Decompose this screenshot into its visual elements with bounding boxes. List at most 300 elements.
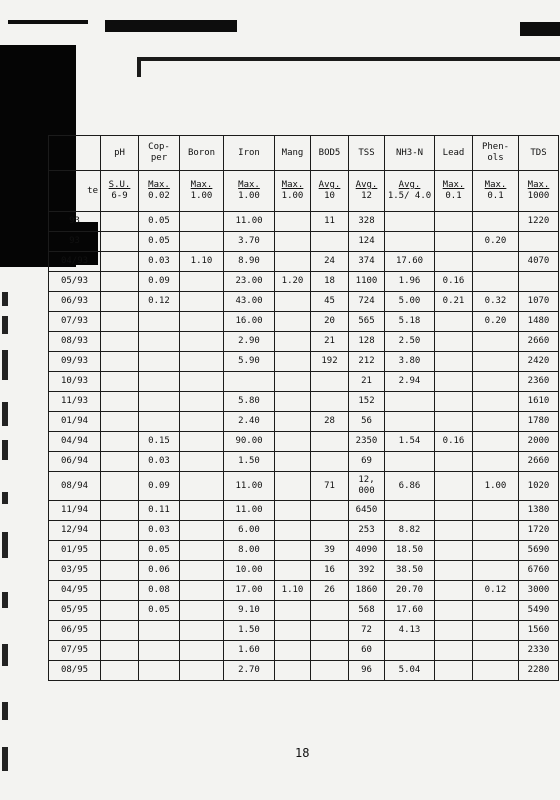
- value-cell: [385, 212, 435, 232]
- header-copper: Cop- per: [139, 136, 180, 171]
- value-cell: 374: [349, 252, 385, 272]
- value-cell: [311, 661, 349, 681]
- value-cell: 5.80: [224, 392, 275, 412]
- value-cell: [435, 521, 473, 541]
- table-row: [49, 601, 559, 621]
- date-cell: 04/95: [49, 581, 101, 601]
- date-cell: 08/94: [49, 472, 101, 501]
- value-cell: 0.05: [139, 601, 180, 621]
- value-cell: 565: [349, 312, 385, 332]
- value-cell: [435, 452, 473, 472]
- value-cell: 0.16: [435, 432, 473, 452]
- value-cell: [311, 521, 349, 541]
- value-cell: 192: [311, 352, 349, 372]
- value-cell: [435, 392, 473, 412]
- table-row: [49, 392, 559, 412]
- value-cell: 90.00: [224, 432, 275, 452]
- value-cell: [139, 332, 180, 352]
- header-bracket: [137, 57, 560, 77]
- value-cell: [473, 561, 519, 581]
- value-cell: 5490: [519, 601, 559, 621]
- value-cell: [275, 212, 311, 232]
- value-cell: 16: [311, 561, 349, 581]
- header-ph: pH: [101, 136, 139, 171]
- value-cell: [139, 352, 180, 372]
- value-cell: [180, 472, 224, 501]
- value-cell: 1.50: [224, 452, 275, 472]
- value-cell: [101, 372, 139, 392]
- value-cell: 18: [311, 272, 349, 292]
- value-cell: 0.20: [473, 232, 519, 252]
- value-cell: [180, 521, 224, 541]
- value-cell: [275, 621, 311, 641]
- table-row: [49, 521, 559, 541]
- date-cell: 10/93: [49, 372, 101, 392]
- value-cell: [180, 561, 224, 581]
- table-row: [49, 661, 559, 681]
- value-cell: 11.00: [224, 501, 275, 521]
- value-cell: 17.60: [385, 252, 435, 272]
- value-cell: 4070: [519, 252, 559, 272]
- value-cell: 17.00: [224, 581, 275, 601]
- value-cell: [435, 641, 473, 661]
- value-cell: 2000: [519, 432, 559, 452]
- value-cell: [139, 412, 180, 432]
- value-cell: 5.90: [224, 352, 275, 372]
- value-cell: [311, 452, 349, 472]
- value-cell: [101, 392, 139, 412]
- date-cell: 93: [49, 212, 101, 232]
- value-cell: [101, 272, 139, 292]
- value-cell: 1610: [519, 392, 559, 412]
- value-cell: 0.12: [139, 292, 180, 312]
- value-cell: 0.09: [139, 272, 180, 292]
- limit-bod: Avg. 10: [311, 171, 349, 212]
- value-cell: [101, 472, 139, 501]
- value-cell: [435, 232, 473, 252]
- monitoring-data-table: [48, 135, 559, 681]
- value-cell: 17.60: [385, 601, 435, 621]
- value-cell: 1220: [519, 212, 559, 232]
- value-cell: 6.00: [224, 521, 275, 541]
- value-cell: 328: [349, 212, 385, 232]
- table-row: [49, 352, 559, 372]
- value-cell: 1780: [519, 412, 559, 432]
- header-iron: Iron: [224, 136, 275, 171]
- value-cell: [180, 232, 224, 252]
- value-cell: [311, 641, 349, 661]
- value-cell: [435, 661, 473, 681]
- value-cell: [435, 621, 473, 641]
- value-cell: [139, 312, 180, 332]
- value-cell: 21: [311, 332, 349, 352]
- value-cell: 124: [349, 232, 385, 252]
- value-cell: [101, 352, 139, 372]
- value-cell: 568: [349, 601, 385, 621]
- date-cell: 01/94: [49, 412, 101, 432]
- value-cell: 3.80: [385, 352, 435, 372]
- value-cell: [101, 432, 139, 452]
- value-cell: 1480: [519, 312, 559, 332]
- header-lead: Lead: [435, 136, 473, 171]
- date-cell: 11/93: [49, 392, 101, 412]
- value-cell: [101, 452, 139, 472]
- limit-nh3n: Avg. 1.5/ 4.0: [385, 171, 435, 212]
- value-cell: [101, 252, 139, 272]
- value-cell: [101, 581, 139, 601]
- value-cell: 128: [349, 332, 385, 352]
- value-cell: [224, 372, 275, 392]
- value-cell: 8.82: [385, 521, 435, 541]
- date-cell: 93: [49, 232, 101, 252]
- value-cell: [311, 501, 349, 521]
- date-cell: 12/94: [49, 521, 101, 541]
- value-cell: [473, 392, 519, 412]
- value-cell: 0.15: [139, 432, 180, 452]
- value-cell: 2.70: [224, 661, 275, 681]
- value-cell: 43.00: [224, 292, 275, 312]
- value-cell: 26: [311, 581, 349, 601]
- value-cell: [275, 501, 311, 521]
- value-cell: [180, 212, 224, 232]
- value-cell: 18.50: [385, 541, 435, 561]
- value-cell: 3.70: [224, 232, 275, 252]
- value-cell: 253: [349, 521, 385, 541]
- value-cell: 9.10: [224, 601, 275, 621]
- value-cell: [101, 661, 139, 681]
- header-blank: [49, 136, 101, 171]
- value-cell: 0.20: [473, 312, 519, 332]
- value-cell: [101, 521, 139, 541]
- table-row: [49, 561, 559, 581]
- value-cell: 1.10: [275, 581, 311, 601]
- header-row-limits: [49, 171, 559, 212]
- value-cell: [385, 641, 435, 661]
- value-cell: 1020: [519, 472, 559, 501]
- value-cell: 152: [349, 392, 385, 412]
- value-cell: [275, 661, 311, 681]
- value-cell: 3000: [519, 581, 559, 601]
- value-cell: [180, 601, 224, 621]
- value-cell: [180, 292, 224, 312]
- value-cell: 5690: [519, 541, 559, 561]
- value-cell: [435, 372, 473, 392]
- value-cell: [180, 452, 224, 472]
- value-cell: [311, 392, 349, 412]
- value-cell: [275, 232, 311, 252]
- value-cell: 0.05: [139, 541, 180, 561]
- value-cell: 2.90: [224, 332, 275, 352]
- table-row: [49, 292, 559, 312]
- value-cell: [473, 641, 519, 661]
- value-cell: 20: [311, 312, 349, 332]
- page-number: 18: [295, 746, 310, 760]
- value-cell: [385, 501, 435, 521]
- value-cell: [473, 661, 519, 681]
- value-cell: 23.00: [224, 272, 275, 292]
- value-cell: 0.11: [139, 501, 180, 521]
- value-cell: [180, 641, 224, 661]
- value-cell: 2420: [519, 352, 559, 372]
- value-cell: 96: [349, 661, 385, 681]
- date-cell: 07/95: [49, 641, 101, 661]
- value-cell: 16.00: [224, 312, 275, 332]
- value-cell: 28: [311, 412, 349, 432]
- value-cell: [101, 212, 139, 232]
- header-tss: TSS: [349, 136, 385, 171]
- value-cell: [435, 332, 473, 352]
- date-cell: 09/93: [49, 352, 101, 372]
- value-cell: [101, 412, 139, 432]
- value-cell: [473, 621, 519, 641]
- value-cell: [473, 601, 519, 621]
- value-cell: [275, 392, 311, 412]
- table-row: [49, 641, 559, 661]
- value-cell: [101, 332, 139, 352]
- table-row: [49, 332, 559, 352]
- value-cell: [139, 392, 180, 412]
- value-cell: 11.00: [224, 212, 275, 232]
- header-bod: BOD5: [311, 136, 349, 171]
- value-cell: 11: [311, 212, 349, 232]
- value-cell: [311, 232, 349, 252]
- value-cell: [101, 312, 139, 332]
- value-cell: 0.03: [139, 521, 180, 541]
- value-cell: [101, 232, 139, 252]
- value-cell: 0.03: [139, 252, 180, 272]
- value-cell: 4.13: [385, 621, 435, 641]
- value-cell: 5.04: [385, 661, 435, 681]
- value-cell: 1.54: [385, 432, 435, 452]
- value-cell: [275, 541, 311, 561]
- value-cell: 45: [311, 292, 349, 312]
- value-cell: [435, 472, 473, 501]
- value-cell: 2660: [519, 452, 559, 472]
- value-cell: [385, 452, 435, 472]
- value-cell: [473, 521, 519, 541]
- value-cell: 2350: [349, 432, 385, 452]
- top-rule-center: [105, 20, 237, 32]
- header-row-parameters: [49, 136, 559, 171]
- value-cell: 8.00: [224, 541, 275, 561]
- table-row: [49, 232, 559, 252]
- value-cell: [473, 252, 519, 272]
- value-cell: [275, 312, 311, 332]
- value-cell: [180, 392, 224, 412]
- value-cell: 2660: [519, 332, 559, 352]
- value-cell: [435, 561, 473, 581]
- value-cell: [275, 352, 311, 372]
- table-row: [49, 412, 559, 432]
- value-cell: [385, 392, 435, 412]
- value-cell: 0.16: [435, 272, 473, 292]
- value-cell: [473, 452, 519, 472]
- value-cell: [435, 581, 473, 601]
- value-cell: [275, 641, 311, 661]
- value-cell: [180, 541, 224, 561]
- value-cell: [180, 372, 224, 392]
- value-cell: [435, 252, 473, 272]
- table-body: [49, 212, 559, 681]
- value-cell: 6450: [349, 501, 385, 521]
- date-cell: 04/94: [49, 432, 101, 452]
- date-cell: 05/95: [49, 601, 101, 621]
- value-cell: 392: [349, 561, 385, 581]
- value-cell: [139, 372, 180, 392]
- value-cell: 6760: [519, 561, 559, 581]
- value-cell: 0.08: [139, 581, 180, 601]
- top-rule-right: [520, 22, 560, 36]
- value-cell: 20.70: [385, 581, 435, 601]
- value-cell: [275, 452, 311, 472]
- value-cell: 5.00: [385, 292, 435, 312]
- value-cell: [101, 561, 139, 581]
- limit-tss: Avg. 12: [349, 171, 385, 212]
- table-row: [49, 452, 559, 472]
- value-cell: [275, 332, 311, 352]
- value-cell: 0.09: [139, 472, 180, 501]
- value-cell: 1070: [519, 292, 559, 312]
- value-cell: 2.94: [385, 372, 435, 392]
- value-cell: [275, 252, 311, 272]
- value-cell: [435, 352, 473, 372]
- header-date: te: [49, 171, 101, 212]
- date-cell: 01/95: [49, 541, 101, 561]
- value-cell: 2.40: [224, 412, 275, 432]
- table-row: [49, 212, 559, 232]
- table-row: [49, 252, 559, 272]
- value-cell: 11.00: [224, 472, 275, 501]
- value-cell: 1.96: [385, 272, 435, 292]
- value-cell: 71: [311, 472, 349, 501]
- value-cell: [473, 541, 519, 561]
- value-cell: 69: [349, 452, 385, 472]
- header-phenols: Phen- ols: [473, 136, 519, 171]
- value-cell: 24: [311, 252, 349, 272]
- value-cell: [101, 541, 139, 561]
- value-cell: [101, 641, 139, 661]
- value-cell: [473, 272, 519, 292]
- value-cell: [139, 661, 180, 681]
- date-cell: 06/95: [49, 621, 101, 641]
- value-cell: [275, 472, 311, 501]
- value-cell: [101, 601, 139, 621]
- header-boron: Boron: [180, 136, 224, 171]
- value-cell: [435, 312, 473, 332]
- value-cell: [180, 272, 224, 292]
- value-cell: 39: [311, 541, 349, 561]
- value-cell: [435, 541, 473, 561]
- value-cell: 2360: [519, 372, 559, 392]
- value-cell: [311, 372, 349, 392]
- value-cell: 1.00: [473, 472, 519, 501]
- value-cell: [435, 212, 473, 232]
- value-cell: [180, 312, 224, 332]
- value-cell: 1100: [349, 272, 385, 292]
- value-cell: 724: [349, 292, 385, 312]
- table-row: [49, 541, 559, 561]
- value-cell: 2330: [519, 641, 559, 661]
- value-cell: [180, 581, 224, 601]
- table-row: [49, 621, 559, 641]
- value-cell: [473, 372, 519, 392]
- value-cell: 60: [349, 641, 385, 661]
- value-cell: 38.50: [385, 561, 435, 581]
- value-cell: [180, 621, 224, 641]
- date-cell: 05/93: [49, 272, 101, 292]
- value-cell: 12, 000: [349, 472, 385, 501]
- value-cell: 1860: [349, 581, 385, 601]
- value-cell: [180, 432, 224, 452]
- value-cell: 72: [349, 621, 385, 641]
- value-cell: [473, 332, 519, 352]
- value-cell: [180, 412, 224, 432]
- value-cell: [435, 501, 473, 521]
- header-tds: TDS: [519, 136, 559, 171]
- header-nh3n: NH3-N: [385, 136, 435, 171]
- value-cell: [180, 501, 224, 521]
- value-cell: 0.21: [435, 292, 473, 312]
- value-cell: [275, 432, 311, 452]
- table-row: [49, 501, 559, 521]
- value-cell: [473, 432, 519, 452]
- value-cell: [473, 212, 519, 232]
- value-cell: [180, 332, 224, 352]
- table-row: [49, 272, 559, 292]
- date-cell: 11/94: [49, 501, 101, 521]
- header-mang: Mang: [275, 136, 311, 171]
- value-cell: 0.05: [139, 212, 180, 232]
- value-cell: 0.12: [473, 581, 519, 601]
- limit-phenols: Max. 0.1: [473, 171, 519, 212]
- date-cell: 08/93: [49, 332, 101, 352]
- value-cell: 0.03: [139, 452, 180, 472]
- value-cell: [473, 412, 519, 432]
- value-cell: 8.90: [224, 252, 275, 272]
- table-row: [49, 472, 559, 501]
- table-row: [49, 432, 559, 452]
- limit-lead: Max. 0.1: [435, 171, 473, 212]
- value-cell: [519, 272, 559, 292]
- value-cell: [311, 621, 349, 641]
- date-cell: 08/95: [49, 661, 101, 681]
- value-cell: [275, 601, 311, 621]
- value-cell: 5.18: [385, 312, 435, 332]
- value-cell: [139, 641, 180, 661]
- value-cell: [435, 412, 473, 432]
- date-cell: 06/94: [49, 452, 101, 472]
- limit-ph: S.U. 6-9: [101, 171, 139, 212]
- value-cell: [139, 621, 180, 641]
- value-cell: 21: [349, 372, 385, 392]
- value-cell: 2280: [519, 661, 559, 681]
- top-rule-left: [8, 20, 88, 24]
- value-cell: [385, 412, 435, 432]
- value-cell: 10.00: [224, 561, 275, 581]
- limit-tds: Max. 1000: [519, 171, 559, 212]
- value-cell: 1.60: [224, 641, 275, 661]
- table-row: [49, 312, 559, 332]
- value-cell: [519, 232, 559, 252]
- value-cell: [311, 601, 349, 621]
- value-cell: 1560: [519, 621, 559, 641]
- value-cell: [385, 232, 435, 252]
- value-cell: 6.86: [385, 472, 435, 501]
- limit-mang: Max. 1.00: [275, 171, 311, 212]
- value-cell: 1380: [519, 501, 559, 521]
- value-cell: [473, 352, 519, 372]
- value-cell: [180, 352, 224, 372]
